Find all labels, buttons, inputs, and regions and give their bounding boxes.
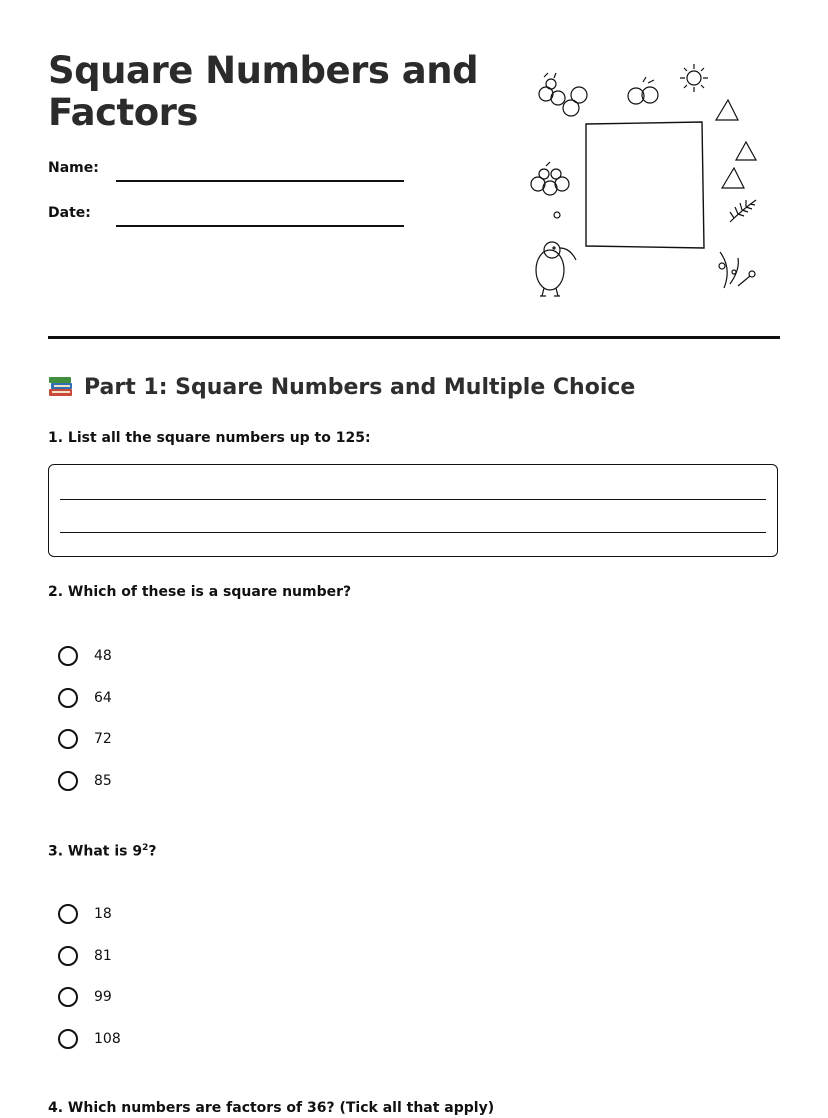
question-2: 2. Which of these is a square number? (48, 584, 352, 600)
q3-option-3[interactable] (58, 987, 112, 1007)
q3-exponent: 2 (142, 843, 149, 853)
part1-heading (48, 374, 635, 400)
fruit-icon (628, 77, 658, 104)
sun-icon (680, 64, 708, 92)
radio-button[interactable] (58, 688, 78, 708)
radio-button[interactable] (58, 646, 78, 666)
option-label: 48 (94, 648, 112, 664)
triangle-icon (722, 168, 744, 188)
q3-option-1[interactable] (58, 904, 112, 924)
q3-suffix: ? (148, 843, 157, 860)
radio-button[interactable] (58, 771, 78, 791)
doodle-frame (586, 122, 704, 248)
doodle-illustration (524, 62, 768, 302)
answer-box-q1[interactable] (48, 464, 778, 557)
name-label: Name: (48, 160, 99, 176)
date-label: Date: (48, 205, 91, 221)
radio-button[interactable] (58, 904, 78, 924)
q2-option-2[interactable] (58, 688, 112, 708)
triangle-icon (716, 100, 738, 120)
page-title: Square Numbers and Factors (48, 49, 479, 134)
option-label: 81 (94, 948, 112, 964)
flower-icon (719, 252, 755, 288)
radio-button[interactable] (58, 987, 78, 1007)
q3-option-2[interactable] (58, 946, 112, 966)
section-divider (48, 336, 780, 339)
answer-line (60, 532, 766, 533)
option-label: 72 (94, 731, 112, 747)
q2-option-3[interactable] (58, 729, 112, 749)
option-label: 99 (94, 989, 112, 1005)
q3-text: 3. What is 9 (48, 843, 143, 860)
question-1: 1. List all the square numbers up to 125: (48, 430, 371, 446)
small-flower-icon (554, 212, 560, 218)
q2-option-4[interactable] (58, 771, 112, 791)
option-label: 85 (94, 773, 112, 789)
radio-button[interactable] (58, 729, 78, 749)
berries-icon (531, 162, 569, 195)
fern-icon (730, 200, 756, 222)
date-field[interactable] (116, 225, 404, 227)
part1-title: Part 1: Square Numbers and Multiple Choice (84, 374, 636, 400)
name-field[interactable] (116, 180, 404, 182)
triangle-icon (736, 142, 756, 160)
q2-option-1[interactable] (58, 646, 112, 666)
books-icon (48, 374, 74, 400)
q3-option-4[interactable] (58, 1029, 121, 1049)
option-label: 64 (94, 690, 112, 706)
option-label: 108 (94, 1031, 121, 1047)
answer-line (60, 499, 766, 500)
radio-button[interactable] (58, 1029, 78, 1049)
question-4: 4. Which numbers are factors of 36? (Tick all that apply) (48, 1100, 495, 1116)
question-3 (48, 843, 157, 860)
option-label: 18 (94, 906, 112, 922)
kiwi-bird-icon (536, 242, 576, 296)
radio-button[interactable] (58, 946, 78, 966)
apples-icon (539, 73, 587, 116)
